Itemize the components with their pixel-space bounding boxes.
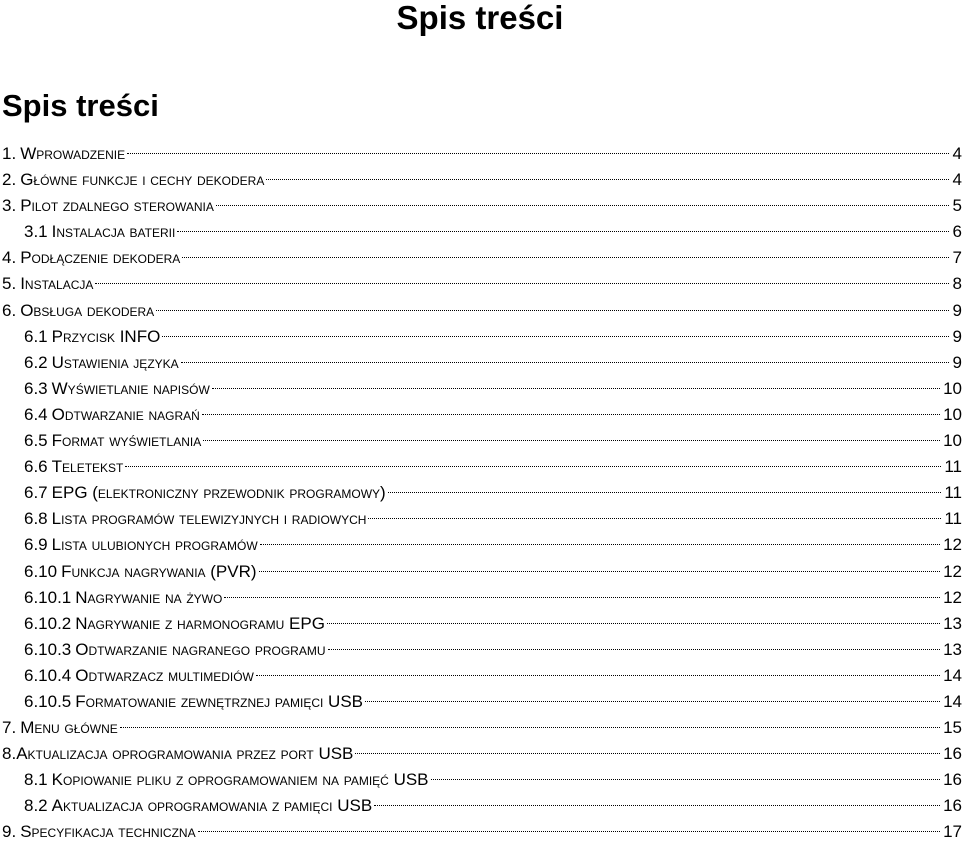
toc-entry-page: 16 xyxy=(943,744,962,764)
toc-dot-leader xyxy=(203,422,940,441)
toc-entry-number: 6.10.2 xyxy=(24,613,72,633)
toc-entry-number: 6.6 xyxy=(24,457,48,477)
toc-dot-leader xyxy=(127,135,949,154)
toc-entry-number: 8.2 xyxy=(24,796,48,816)
toc-entry-page: 6 xyxy=(952,222,962,242)
toc-dot-leader xyxy=(120,709,940,728)
toc-dot-leader xyxy=(431,761,941,780)
toc-entry-number: 2. xyxy=(2,170,17,190)
toc-entry-page: 10 xyxy=(943,431,962,451)
toc-entry-number: 1. xyxy=(2,144,17,163)
toc-entry-title: Funkcja nagrywania (PVR) xyxy=(61,561,257,581)
toc-dot-leader xyxy=(368,500,941,519)
toc-dot-leader xyxy=(95,265,949,284)
toc-entry-number: 3. xyxy=(2,196,17,216)
toc-entry-title: Główne funkcje i cechy dekodera xyxy=(20,170,265,190)
toc-dot-leader xyxy=(374,787,940,806)
toc-entry-title: Odtwarzacz multimediów xyxy=(75,665,254,685)
toc-entry-title: Format wyświetlania xyxy=(51,431,202,451)
toc-dot-leader xyxy=(182,239,949,258)
toc-dot-leader xyxy=(162,318,949,337)
toc-dot-leader xyxy=(365,683,940,702)
toc-dot-leader xyxy=(266,161,949,180)
toc-entry[interactable] xyxy=(0,818,962,844)
toc-entry-number: 3.1 xyxy=(24,222,48,242)
toc-dot-leader xyxy=(224,579,940,598)
toc-dot-leader xyxy=(198,813,940,832)
toc-entry-page: 4 xyxy=(952,170,962,190)
toc-dot-leader xyxy=(212,370,940,389)
toc-entry-title: Nagrywanie na żywo xyxy=(75,587,223,607)
toc-dot-leader xyxy=(202,396,940,415)
toc-entry-page: 10 xyxy=(943,378,962,398)
toc-entry-number: 6.7 xyxy=(24,483,48,503)
toc-entry-page: 12 xyxy=(943,561,962,581)
page-heading: Spis treści xyxy=(396,0,564,36)
toc-entry-number: 6.10.4 xyxy=(24,665,72,685)
toc-dot-leader xyxy=(181,344,949,363)
toc-entry-page: 11 xyxy=(944,509,962,529)
toc-dot-leader xyxy=(177,213,949,232)
toc-entry-title: Instalacja baterii xyxy=(51,222,176,242)
toc-entry-page: 11 xyxy=(944,457,962,477)
toc-entry-title: Podłączenie dekodera xyxy=(20,248,181,268)
toc-entry-title: Obsługa dekodera xyxy=(20,300,155,320)
toc-entry-title: Wprowadzenie xyxy=(20,144,126,163)
toc-entry-page: 13 xyxy=(943,639,962,659)
toc-entry-title: Kopiowanie pliku z oprogramowaniem na pamięć USB xyxy=(51,770,429,790)
toc-entry-page: 4 xyxy=(952,144,962,163)
toc-entry-number: 6.10.1 xyxy=(24,587,72,607)
toc-entry-title: Ustawienia języka xyxy=(51,352,179,372)
toc-dot-leader xyxy=(328,631,941,650)
toc-entry-number: 6.4 xyxy=(24,404,48,424)
toc-entry-page: 9 xyxy=(952,326,962,346)
toc-entry-number: 5. xyxy=(2,274,17,294)
toc-entry-page: 16 xyxy=(943,770,962,790)
toc-entry-number: 6.5 xyxy=(24,431,48,451)
toc-entry-number: 6. xyxy=(2,300,17,320)
toc-entry-page: 5 xyxy=(952,196,962,216)
toc-dot-leader xyxy=(388,474,942,493)
toc-entry-title: Wyświetlanie napisów xyxy=(51,378,210,398)
toc-dot-leader xyxy=(259,553,941,572)
toc-entry-title: Lista ulubionych programów xyxy=(51,535,258,555)
toc-entry-title: Aktualizacja oprogramowania przez port USB xyxy=(16,744,354,764)
toc-dot-leader xyxy=(216,187,949,206)
toc-entry-title: Nagrywanie z harmonogramu EPG xyxy=(75,613,325,633)
toc-entry-page: 8 xyxy=(952,274,962,294)
toc-entry-number: 7. xyxy=(2,718,17,738)
toc-entry-page: 14 xyxy=(943,665,962,685)
toc-dot-leader xyxy=(256,657,940,676)
toc-entry-page: 9 xyxy=(952,300,962,320)
toc-entry-page: 16 xyxy=(943,796,962,816)
toc-entry-number: 6.3 xyxy=(24,378,48,398)
toc-entry-number: 8.1 xyxy=(24,770,48,790)
toc-entry-number: 6.8 xyxy=(24,509,48,529)
toc-entry-number: 6.10.3 xyxy=(24,639,72,659)
toc-entry-page: 12 xyxy=(943,535,962,555)
toc-entry-page: 11 xyxy=(944,483,962,503)
toc-entry-title: Specyfikacja techniczna xyxy=(20,822,196,842)
toc-entry-page: 10 xyxy=(943,404,962,424)
toc-entry-number: 8. xyxy=(2,744,17,764)
toc-entry-title: Przycisk INFO xyxy=(51,326,161,346)
toc-dot-leader xyxy=(327,605,940,624)
toc-title: Spis treści xyxy=(2,88,159,123)
toc-entry-title: Instalacja xyxy=(20,274,94,294)
toc-entry-page: 15 xyxy=(943,718,962,738)
toc-entry-page: 13 xyxy=(943,613,962,633)
table-of-contents xyxy=(0,140,962,845)
toc-entry-page: 7 xyxy=(952,248,962,268)
toc-entry-number: 6.10 xyxy=(24,561,58,581)
toc-dot-leader xyxy=(125,448,941,467)
toc-entry-title: EPG (elektroniczny przewodnik programowy) xyxy=(51,483,386,503)
toc-entry-number: 6.2 xyxy=(24,352,48,372)
toc-entry-page: 17 xyxy=(943,822,962,842)
toc-entry-title: Odtwarzanie nagrań xyxy=(51,404,200,424)
toc-entry-title: Formatowanie zewnętrznej pamięci USB xyxy=(75,691,363,711)
toc-dot-leader xyxy=(156,292,949,311)
toc-entry-number: 9. xyxy=(2,822,17,842)
toc-entry-title: Menu główne xyxy=(20,718,118,738)
toc-entry-page: 9 xyxy=(952,352,962,372)
toc-entry-title: Aktualizacja oprogramowania z pamięci USB xyxy=(51,796,373,816)
toc-entry-title: Odtwarzanie nagranego programu xyxy=(75,639,326,659)
toc-entry-title: Lista programów telewizyjnych i radiowych xyxy=(51,509,367,529)
toc-entry-page: 14 xyxy=(943,691,962,711)
toc-entry-title: Teletekst xyxy=(51,457,124,477)
toc-entry-title: Pilot zdalnego sterowania xyxy=(20,196,214,216)
toc-entry-page: 12 xyxy=(943,587,962,607)
toc-entry-number: 6.10.5 xyxy=(24,691,72,711)
toc-entry-number: 6.9 xyxy=(24,535,48,555)
toc-entry-number: 6.1 xyxy=(24,326,48,346)
toc-entry-number: 4. xyxy=(2,248,17,268)
toc-dot-leader xyxy=(355,735,940,754)
toc-dot-leader xyxy=(260,526,940,545)
